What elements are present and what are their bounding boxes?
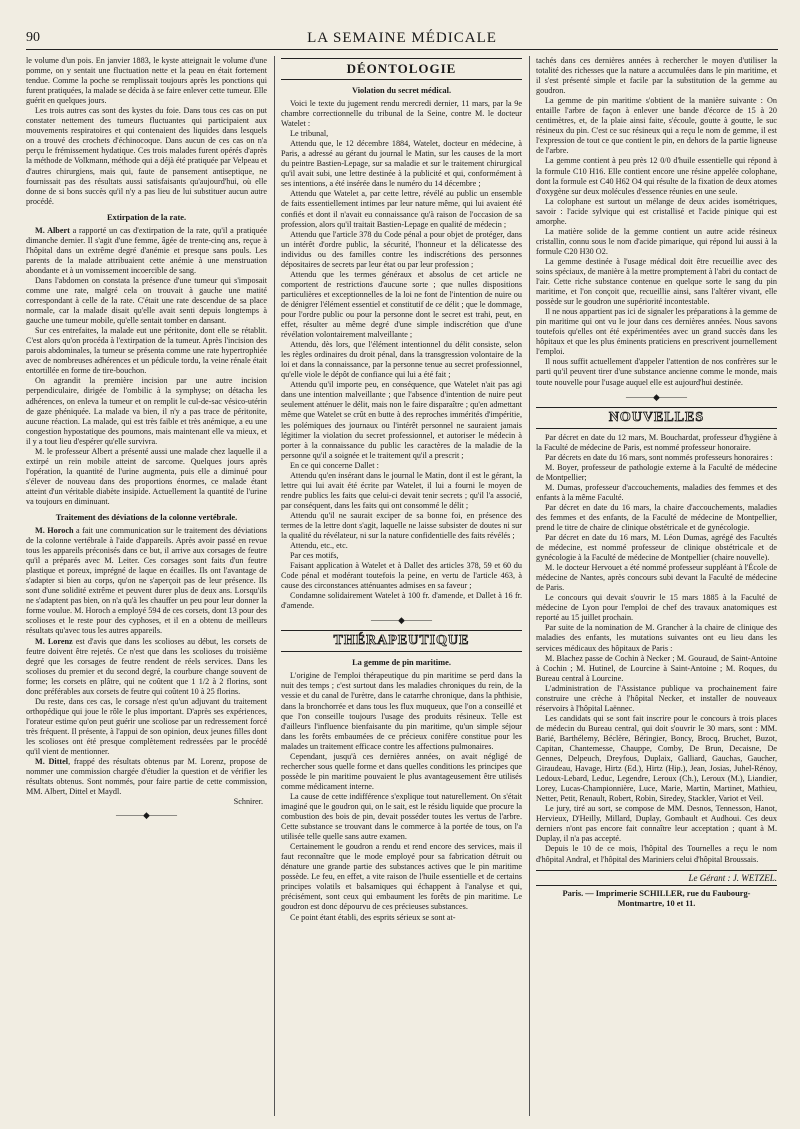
paragraph-text: a fait une communication sur le traitement des déviations de la colonne vertébrale à l'aide d'appareils. Après avoir passé en revue tous les appareils préconisés dans ce but, il arrive aux corsages de feutre qu'il a préparés avec M. Leiter. Ces corsages sont faits d'un feutre plastique et poreux, imprégné de laque en écailles. Ils ont l'avantage de s'adapter si bien au corps, qu'on ne s'aperçoit pas de leur présence. Ils sont d'une solidité extrême et peuvent durer plus de deux ans. Lorsqu'ils ne s'adaptent pas bien, on n'a qu'à les chauffer un peu pour leur donner la forme voulue. M. Horoch a employé 594 de ces corsets, dont 13 pour des scolioses et le reste pour des cyphoses, et il en a obtenu de meilleurs résultats qu'avec tous les autres appareils. (26, 526, 267, 636)
paragraph: Certainement le goudron a rendu et rend encore des services, mais il faut reconnaître que le mode employé pour sa fabrication détruit ou dénature une grande partie des substances actives que le pin maritime possède. Le feu, en effet, a vite raison de l'huile essentielle et de certains principes volatils et balsamiques qui échappent à l'analyse et qui, précisément, sont ceux qui embaument les forêts de pin maritime. Le goudron est donc dépourvu de ces précieuses substances. (281, 842, 522, 912)
paragraph: Les trois autres cas sont des kystes du foie. Dans tous ces cas on put constater nettement des tumeurs fluctuantes qui participaient aux mouvements respiratoires et qui contenaient des liquides dans lesquels on a trouvé des crochets d'échinocoque. Dans aucun de ces cas on n'a perçu le frémissement hydatique. Ces trois malades furent opérés d'après la méthode de Volkmann, méthode qui a déjà été pratiquée par Velpeau et d'autres chirurgiens, mais qui, faute de pansement antiseptique, ne fournissait pas des résultats aussi satisfaisants qu'aujourd'hui, où elle donne de si bons succès qu'il n'y a pas lieu de lui substituer aucun autre procédé. (26, 106, 267, 206)
column-divider (529, 56, 530, 1116)
paragraph: Attendu qu'en insérant dans le journal le Matin, dont il est le gérant, la lettre qui lui avait été écrite par Watelet, il lui a fourni le moyen de rendre publics les faits que celui-ci devait tenir secrets ; qu'il l'a associé, par conséquent, dans les faits qui ont consommé le délit ; (281, 470, 522, 510)
section-title-nouvelles: NOUVELLES (536, 407, 777, 429)
paragraph: Par ces motifs, (290, 551, 339, 561)
news-item: Par décret en date du 16 mars, M. Léon Dumas, agrégé des Facultés de médecine, est nommé professeur de clinique obstétricale et de gynécologie à la Faculté de médecine de Montpellier (chaire nouvelle). (536, 533, 777, 563)
paragraph: Attendu, etc., etc. (290, 541, 348, 551)
news-item: M. Dumas, professeur d'accouchements, maladies des femmes et des enfants à la même Faculté. (536, 482, 777, 502)
column-1 (26, 56, 267, 1116)
speaker-name: M. Lorenz (35, 636, 73, 646)
gerant-line: Le Gérant : J. WETZEL. (536, 870, 777, 886)
paragraph-text: , frappé des résultats obtenus par M. Lorenz, propose de nommer une commission chargée d'étudier la question et de vérifier les résultats obtenus. Sont nommés, pour faire partie de cette commission, MM. Albert, Dittel et Maydl. (26, 757, 267, 797)
paragraph: Attendu que les termes généraux et absolus de cet article ne comportent de restrictions d'aucune sorte ; que nulles dispositions particulières et exceptionnelles de la loi ne font de l'intention de nuire ou de dénigrer l'élément essentiel et constitutif de ce délit ; que le dommage, pour l'ordre public ou pour la personne dont le secret est trahi, peut, en effet, résulter au même degré d'une simple indiscrétion que d'une révélation volontairement malveillante ; (281, 269, 522, 340)
printer-imprint (536, 889, 777, 909)
newspaper-page (26, 26, 778, 1116)
printer-line-2: Montmartre, 10 et 11. (617, 898, 696, 908)
paragraph: Il ne nous appartient pas ici de signaler les préparations à la gemme de pin maritime qui ont vu le jour dans ces dernières années. Nous savons toutefois qu'elles ont été expérimentées avec un grand succès dans les hôpitaux et que les plus éminents praticiens en prescrivent journellement l'emploi. (536, 307, 777, 357)
paragraph: Attendu que, le 12 décembre 1884, Watelet, docteur en médecine, à Paris, a adressé au gérant du journal le Matin, sur les causes de la mort du peintre Bastien-Lepage, sur sa maladie et sur le traitement chirurgical qu'il avait subi, une lettre destinée à la publicité et qui, conformément à ses intentions, a été insérée dans le numéro du 14 décembre ; (281, 139, 522, 189)
news-item: Par décret en date du 16 mars, la chaire d'accouchements, maladies des femmes et des enfants, de la Faculté de médecine de Montpellier, prend le titre de chaire de clinique obstétricale et de gynécologie. (536, 502, 777, 532)
paragraph: La cause de cette indifférence s'explique tout naturellement. On s'était imaginé que le goudron qui, on le sait, est le résidu liquide que procure la combustion des bois de pin, devait posséder toutes les vertus de l'arbre. Cette substance se trouvant dans le commerce à la portée de tous, on l'a utilisée telle quelle sans autre examen. (281, 791, 522, 842)
paragraph: La gemme contient à peu près 12 0/0 d'huile essentielle qui répond à la formule C10 H16. Elle contient encore une résine appelée colophane, dont la formule est C40 H62 O4 qui résulte de la fixation de deux atomes d'oxygène sur deux molécules d'essence réunies en une seule. (536, 156, 777, 196)
section-title-deontologie: DÉONTOLOGIE (281, 58, 522, 80)
paragraph: M. le professeur Albert a présenté aussi une malade chez laquelle il a extirpé un rein mobile atteint de sarcome. Quelques jours après l'opération, la quantité de l'urine augmenta, puis elle a diminué pour s'élever de nouveau dans des proportions énormes, ce malade étant atteint d'un véritable diabète insipide. Actuellement la quantité de l'urine va toujours en diminuant. (26, 446, 267, 506)
news-item: M. le docteur Hervouet a été nommé professeur suppléant à l'École de médecine de Nantes, après concours subi devant la Faculté de médecine de Paris. (536, 563, 777, 593)
news-item: M. Boyer, professeur de pathologie externe à la Faculté de médecine de Montpellier; (536, 462, 777, 482)
paragraph: Faisant application à Watelet et à Dallet des articles 378, 59 et 60 du Code pénal et modérant toutefois la peine, en vertu de l'article 463, à cause des circonstances atténuantes admises en sa faveur ; (281, 561, 522, 591)
paragraph: La gemme de pin maritime s'obtient de la manière suivante : On entaille l'arbre de façon à enlever une bande d'écorce de 15 à 20 centimètres, et, de la plaie ainsi faite, s'écoule, goutte à goutte, le suc résineux du pin. C'est ce suc résineux qui a reçu le nom de gemme, il est l'expression de tout ce que contient le pin, en dehors de la partie ligneuse de l'arbre. (536, 96, 777, 156)
paragraph: Attendu que l'article 378 du Code pénal a pour objet de protéger, dans un intérêt d'ordre public, la sécurité, l'honneur et la délicatesse des individus ou des familles contre les indiscrétions des personnes dépositaires de secrets par leur état ou par leur profession ; (281, 229, 522, 269)
section-heading-rate: Extirpation de la rate. (106, 212, 187, 222)
paragraph: On agrandit la première incision par une autre incision perpendiculaire, dirigée de l'ombilic à la symphyse; on détacha les adhérences, on enleva la tumeur et on remplit le cul-de-sac vésico-utérin de gaze phéniquée. La malade va bien, il n'y a pas trace de péritonite, aucune réaction. La malade, qui est très faible et très anémique, a eu une congestion hypostatique des poumons, mais maintenant elle va mieux, et il y a tout lieu d'espérer qu'elle survivra. (26, 376, 267, 446)
paragraph: Ce point étant établi, des esprits sérieux se sont at- (290, 912, 456, 922)
paragraph: La gemme destinée à l'usage médical doit être recueillie avec des soins spéciaux, de manière à la mettre promptement à l'abri du contact de l'air. Cette riche substance contenue en quelque sorte le sang du pin maritime, et l'on conçoit que, recueillie ainsi, sans l'altérer vivant, elle possède sur le goudron une supériorité incontestable. (536, 256, 777, 307)
paragraph: Attendu que Watelet a, par cette lettre, révélé au public un ensemble de faits essentiellement intimes par leur nature même, qui lui avaient été confiés et dont il n'avait eu connaissance qu'à raison de l'occasion de sa profession, alors qu'il traitait Bastien-Lepage en qualité de médecin ; (281, 189, 522, 229)
page-header (26, 26, 778, 50)
printer-line-1: Paris. — Imprimerie SCHILLER, rue du Faubourg- (562, 888, 751, 898)
paragraph (26, 637, 267, 697)
article-heading-secret: Violation du secret médical. (351, 86, 452, 95)
paragraph: Le tribunal, (290, 129, 329, 139)
paragraph: L'origine de l'emploi thérapeutique du pin maritime se perd dans la nuit des temps ; c'est surtout dans les maladies chroniques du rein, de la vessie et du canal de l'urètre, dans le catarrhe chronique, dans la phthisie, dans la bronchorrée et dans tous les flux muqueux, que l'on a conseillé et que l'on conseille toujours l'usage des produits résineux. Telle est d'ailleurs l'influence bienfaisante du pin maritime, qu'un simple séjour dans les forêts embaumées de ce précieux conifère constitue pour les malades un traitement efficace contre les affections pulmonaires. (281, 671, 522, 751)
section-heading-colonne: Traitement des déviations de la colonne vertébrale. (55, 513, 238, 523)
paragraph: Dans l'abdomen on constata la présence d'une tumeur qui s'imposait comme une rate, malgré cela on trouvait à gauche une matité correspondant à celle de la rate. C'était une rate descendue de sa place normale, car la malade disait qu'elle avait senti depuis longtemps à gauche une tumeur mobile, qu'elle sentait tomber en dansant. (26, 275, 267, 326)
news-item: Depuis le 10 de ce mois, l'hôpital des Tournelles a reçu le nom d'hôpital Andral, et l'hôpital des Mariniers celui d'hôpital Broussais. (536, 844, 777, 864)
journal-title: LA SEMAINE MÉDICALE (307, 30, 497, 46)
paragraph: Du reste, dans ces cas, le corsage n'est qu'un adjuvant du traitement orthopédique qui joue le rôle le plus important. D'après ses expériences, l'orateur estime qu'on peut guérir une scoliose par un redressement forcé très fréquent. Il présente, à l'appui de son opinion, deux jeunes filles dont les scolioses ont été presque complètement redressées par le procédé qu'il vient de mentionner. (26, 696, 267, 757)
ornament-divider: ———◆——— (371, 615, 432, 626)
paragraph: Voici le texte du jugement rendu mercredi dernier, 11 mars, par la 9e chambre correctionnelle du tribunal de la Seine, contre M. le docteur Watelet : (281, 99, 522, 129)
ornament-divider: ———◆——— (116, 810, 177, 821)
paragraph-text: a rapporté un cas d'extirpation de la rate, qu'il a pratiquée dimanche dernier. Il s'agit d'une femme, âgée de trente-cinq ans, reçue à l'hôpital dans un extrême degré d'anémie et presque sans pouls. Les parents de la malade attribuaient cette anémie à une menstruation abondante et à un vomissement incoercible de sang. (26, 225, 267, 275)
column-divider (274, 56, 275, 1116)
news-item: M. Blachez passe de Cochin à Necker ; M. Gouraud, de Saint-Antoine à Cochin ; M. Hutinel, de Lourcine à Saint-Antoine ; M. Roques, du Bureau central à Lourcine. (536, 653, 777, 683)
article-heading-gemme: La gemme de pin maritime. (352, 658, 451, 668)
section-title-therapeutique: THÉRAPEUTIQUE (281, 630, 522, 652)
paragraph: Cependant, jusqu'à ces dernières années, on avait négligé de rechercher sous quelle forme et dans quelles conditions les principes que possède le pin maritime pouvaient le plus avantageusement être utilisés comme médicament interne. (281, 751, 522, 791)
paragraph (26, 757, 267, 797)
paragraph (26, 526, 267, 637)
paragraph: La colophane est surtout un mélange de deux acides isométriques, savoir : l'acide sylvique qui est cristallisé et l'acide pinique qui est amorphe. (536, 196, 777, 226)
speaker-name: M. Dittel (35, 757, 69, 767)
signature: Schnirer. (233, 797, 263, 807)
paragraph: Attendu, dès lors, que l'élément intentionnel du délit consiste, selon les règles ordinaires du droit pénal, dans la transgression volontaire de la loi et dans la connaissance, par la personne tenue au secret professionnel, qu'elle viole le dépôt de confiance qui lui a été fait ; (281, 340, 522, 380)
paragraph: le volume d'un pois. En janvier 1883, le kyste atteignait le volume d'une pomme, on y sentait une fluctuation nette et la peau en était fortement tendue. Comme la poche se remplissait toujours après les ponctions qui furent pratiquées, la malade se décida à se faire enlever cette tumeur. Elle guérit en quelques jours. (26, 56, 267, 106)
news-item: Les candidats qui se sont fait inscrire pour le concours à trois places de médecin du Bureau central, qui doit s'ouvrir le 30 mars, sont : MM. Barié, Barthélemy, Béclère, Béringier, Boncy, Brocq, Bruchet, Buzot, Capitan, Chantemesse, Chauppe, Comby, De Brun, Decaisne, De Gennes, Delpeuch, Dreyfous, Duplaix, Galliard, Gauchas, Gaucher, Giraudeau, Havage, Hirtz (Ed.), Hirtz (Hip.), Jean, Josias, Juhel-Rénoy, Ledoux-Lebard, Leduc, Legendre, Leroux (Ch.), Leroux (M.), Liandier, Lorey, Lucas-Championnière, Luce, Marie, Martin, Martinet, Mathieu, Netter, Petit, Renault, Robert, Robin, Siredey, Stackler, Variot et Veil. (536, 713, 777, 804)
column-2 (281, 56, 522, 1116)
paragraph: Il nous suffit actuellement d'appeler l'attention de nos confrères sur le parti qu'il peuvent tirer d'une substance ancienne comme le monde, mais toute nouvelle pour l'usage auquel elle est aujourd'hui destinée. (536, 357, 777, 387)
columns (26, 56, 778, 1116)
news-item: L'administration de l'Assistance publique va prochainement faire construire une crèche à l'hôpital Necker, et installer de nouveaux réservoirs à l'hôpital Laënnec. (536, 683, 777, 713)
column-3 (536, 56, 777, 1116)
speaker-name: M. Horoch (35, 526, 74, 536)
speaker-name: M. Albert (35, 225, 70, 235)
news-item: Le jury, tiré au sort, se compose de MM. Desnos, Tennesson, Hanot, Hervieux, D'Heilly, Millard, Duplay, Gombault et Audhoui. Ces deux derniers n'ont pas encore fait connaître leur acceptation ; quant à M. Duplay, il n'a pas accepté. (536, 804, 777, 844)
paragraph: La matière solide de la gemme contient un autre acide résineux cristallin, connu sous le nom d'acide pimarique, qui répond lui aussi à la formule C20 H30 O2. (536, 226, 777, 256)
news-item: Par décrets en date du 16 mars, sont nommés professeurs honoraires : (545, 452, 773, 462)
news-item: Le concours qui devait s'ouvrir le 15 mars 1885 à la Faculté de médecine de Lyon pour l'emploi de chef des travaux anatomiques est reporté au 15 juillet prochain. (536, 593, 777, 623)
paragraph: En ce qui concerne Dallet : (290, 460, 379, 470)
paragraph (26, 226, 267, 276)
paragraph: Attendu qu'il ne saurait exciper de sa bonne foi, en présence des termes de la lettre dont s'agit, laquelle ne laisse subsister de doutes ni sur la qualité du révélateur, ni sur la nature confidentielle des faits révélés ; (281, 510, 522, 541)
paragraph: Sur ces entrefaites, la malade eut une péritonite, dont elle se rétablit. C'est alors qu'on procéda à l'extirpation de la tumeur. Après l'incision des parois abdominales, la tumeur se présenta comme une rate hypertrophiée avec de nombreuses adhérences et un pédicule tordu, la veine rénale était entortillée en forme de tire-bouchon. (26, 326, 267, 376)
paragraph: tachés dans ces dernières années à rechercher le moyen d'utiliser la totalité des richesses que la nature a accumulées dans le pin maritime, et il s'est présenté simple et facile par la substitution de la gemme au goudron. (536, 56, 777, 96)
news-item: Par décret en date du 12 mars, M. Bouchardat, professeur d'hygiène à la Faculté de médecine de Paris, est nommé professeur honoraire. (536, 432, 777, 452)
paragraph: Condamne solidairement Watelet à 100 fr. d'amende, et Dallet à 16 fr. d'amende. (281, 591, 522, 611)
paragraph: Attendu qu'il importe peu, en conséquence, que Watelet n'ait pas agi dans une intention malveillante ; que l'absence d'intention de nuire peut seulement atténuer le délit, mais non le faire disparaître ; qu'en admettant même que Watelet se crût en butte à des reproches immérités d'impéritie, les polémiques des journaux ou l'intérêt personnel ne sauraient jamais légitimer la violation du secret professionnel, et autoriser le médecin à porter à la connaissance du public les caractères de la maladie de la personne qu'il a soignée et le traitement qu'il a prescrit ; (281, 380, 522, 460)
news-item: Par suite de la nomination de M. Grancher à la chaire de clinique des maladies des enfants, les mutations suivantes ont eu lieu dans les services médicaux des hôpitaux de Paris : (536, 623, 777, 653)
ornament-divider: ———◆——— (626, 391, 687, 402)
page-number: 90 (26, 30, 40, 45)
paragraph-text: est d'avis que dans les scolioses au début, les corsets de feutre doivent être rejetés. Ce n'est que dans les scolioses du troisième degré que les corsages de feutre rendent de réels services. Dans les scolioses du premier et du second degré, la courbure change souvent de forme; les corsets en plâtre, qui ne coûtent que 1 1/2 à 2 florins, sont donc préférables aux corsets de feutre qui coûtent 10 à 25 florins. (26, 636, 267, 696)
